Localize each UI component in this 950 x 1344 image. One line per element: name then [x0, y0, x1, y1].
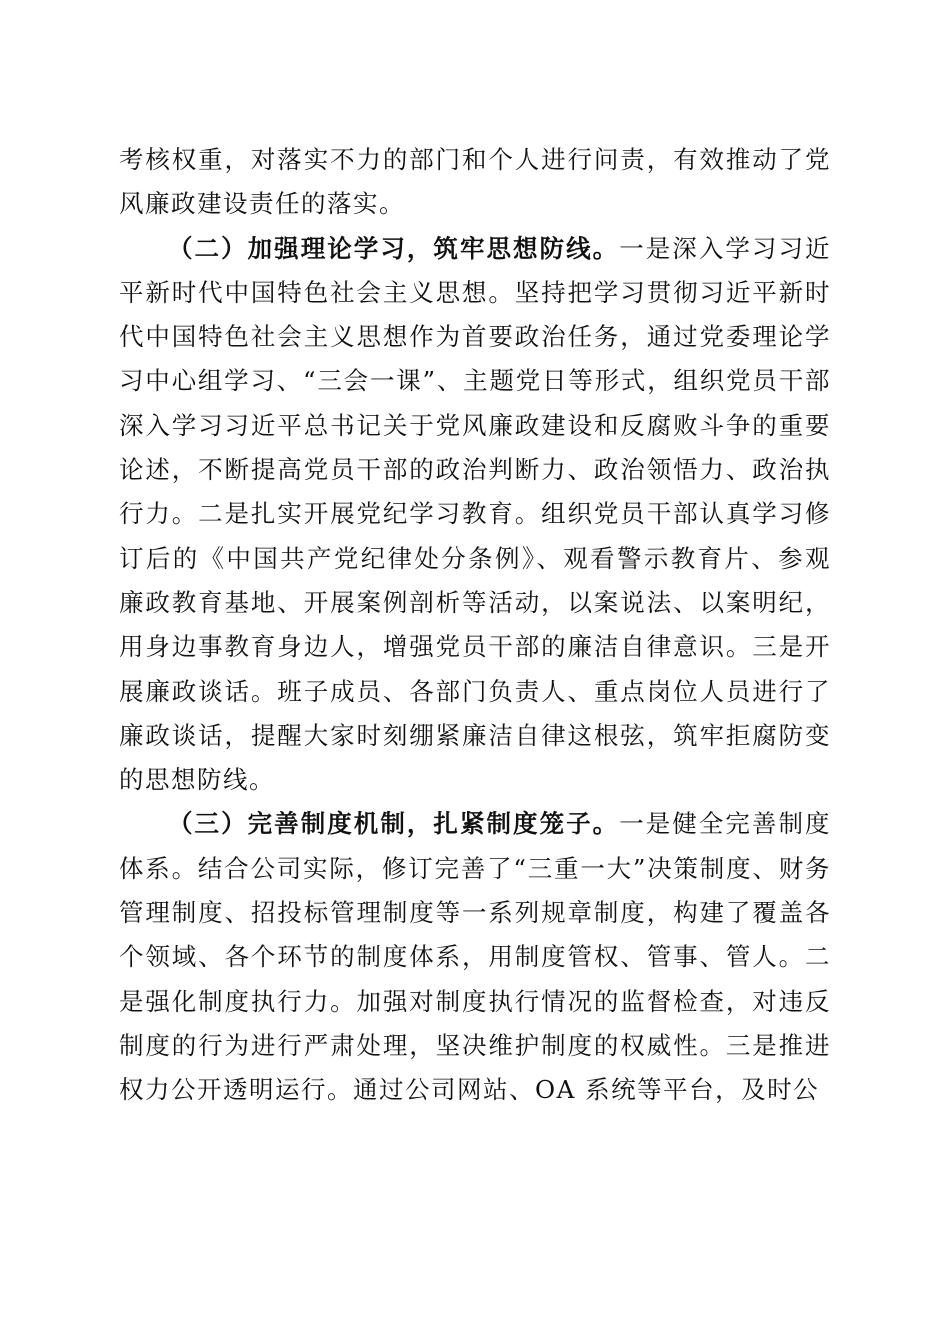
section-heading-2: （二）加强理论学习，筑牢思想防线。	[168, 233, 620, 263]
paragraph-text: 一是深入学习习近平新时代中国特色社会主义思想。坚持把学习贯彻习近平新时代中国特色社会主义思想作为首要政治任务，通过党委理论学习中心组学习、“三会一课”、主题党日等形式，组织党员干部深入学习习近平总书记关于党风廉政建设和反腐败斗争的重要论述，不断提高党员干部的政治判断力、政治领悟力、政治执行力。二是扎实开展党纪学习教育。组织党员干部认真学习修订后的《中国共产党纪律处分条例》、观看警示教育片、参观廉政教育基地、开展案例剖析等活动，以案说法、以案明纪，用身边事教育身边人，增强党员干部的廉洁自律意识。三是开展廉政谈话。班子成员、各部门负责人、重点岗位人员进行了廉政谈话，提醒大家时刻绷紧廉洁自律这根弦，筑牢拒腐防变的思想防线。	[119, 233, 832, 795]
paragraph-continuation	[119, 138, 831, 227]
paragraph-text: 一是健全完善制度体系。结合公司实际，修订完善了“三重一大”决策制度、财务管理制度、招投标管理制度等一系列规章制度，构建了覆盖各个领域、各个环节的制度体系，用制度管权、管事、管人。二是强化制度执行力。加强对制度执行情况的监督检查，对违反制度的行为进行严肃处理，坚决维护制度的权威性。三是推进权力公开透明运行。通过公司网站、OA 系统等平台，及时公	[119, 809, 832, 1105]
paragraph-institutional-mechanism	[119, 802, 831, 1112]
paragraph-text: 考核权重，对落实不力的部门和个人进行问责，有效推动了党风廉政建设责任的落实。	[119, 145, 831, 219]
paragraph-theory-study	[119, 227, 831, 803]
document-body	[119, 138, 831, 1113]
section-heading-3: （三）完善制度机制，扎紧制度笼子。	[168, 809, 620, 839]
